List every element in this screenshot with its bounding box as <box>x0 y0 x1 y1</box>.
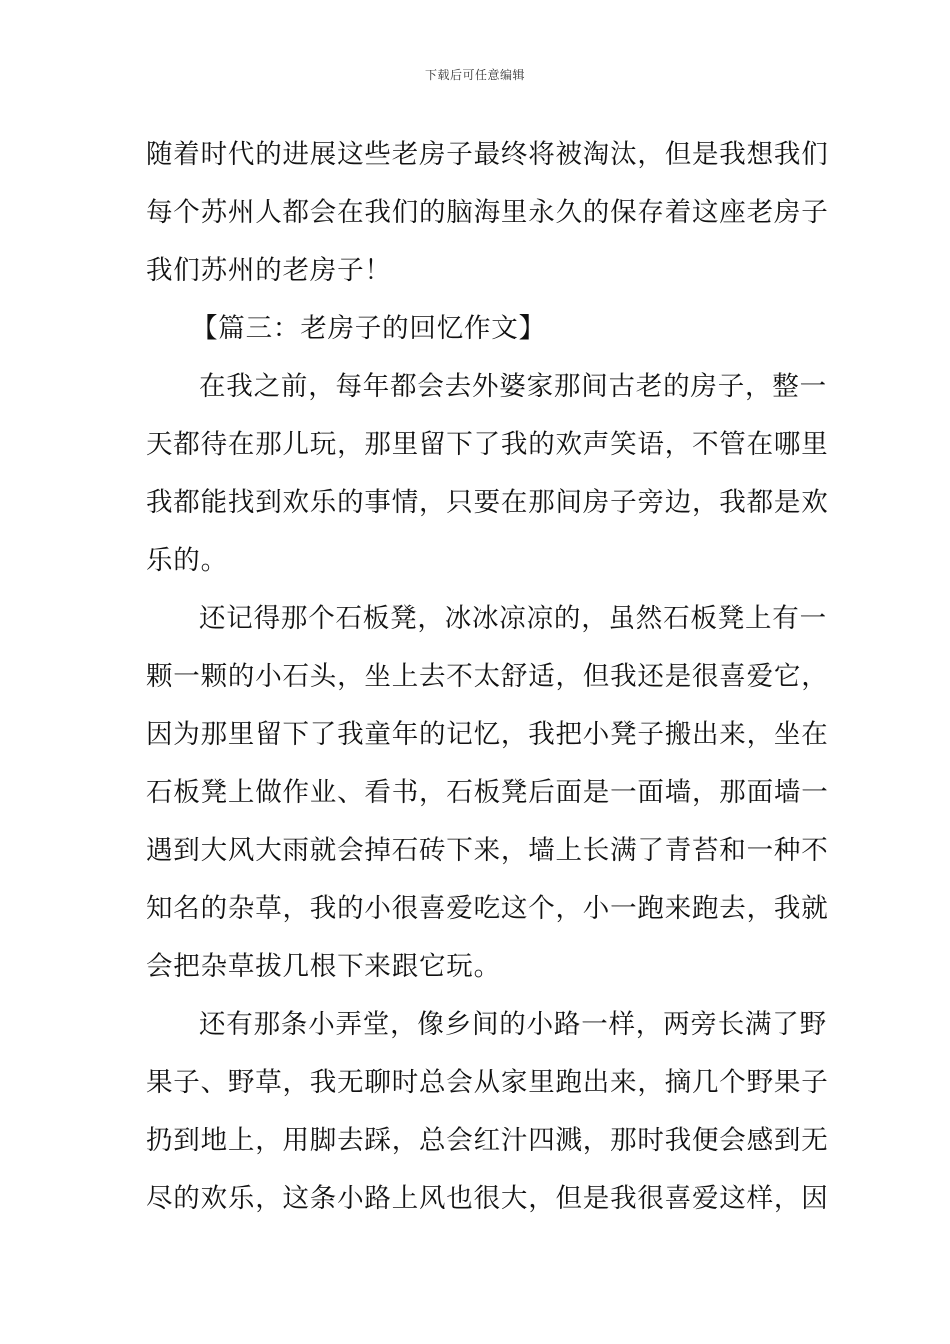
section-heading: 【篇三：老房子的回忆作文】 <box>191 313 546 344</box>
text-line: 遇到大风大雨就会掉石砖下来，墙上长满了青苔和一种不 <box>146 835 829 866</box>
text-line: 知名的杂草，我的小很喜爱吃这个，小一跑来跑去，我就 <box>146 893 829 924</box>
text-line: 果子、野草，我无聊时总会从家里跑出来，摘几个野果子 <box>146 1067 829 1098</box>
text-line: 天都待在那儿玩，那里留下了我的欢声笑语，不管在哪里 <box>146 429 829 460</box>
document-body <box>146 126 829 1228</box>
text-line: 还记得那个石板凳，冰冰凉凉的，虽然石板凳上有一 <box>199 603 827 634</box>
text-line: 我们苏州的老房子！ <box>146 255 392 286</box>
page-header: 下载后可任意编辑 <box>424 68 525 82</box>
text-line: 颗一颗的小石头，坐上去不太舒适，但我还是很喜爱它， <box>146 661 829 692</box>
text-line: 会把杂草拔几根下来跟它玩。 <box>146 951 501 982</box>
text-line: 石板凳上做作业、看书，石板凳后面是一面墙，那面墙一 <box>146 777 829 808</box>
text-line: 我都能找到欢乐的事情，只要在那间房子旁边，我都是欢 <box>146 487 829 518</box>
text-line: 每个苏州人都会在我们的脑海里永久的保存着这座老房子 <box>146 197 829 228</box>
text-line: 随着时代的进展这些老房子最终将被淘汰，但是我想我们 <box>146 139 829 170</box>
text-line: 在我之前，每年都会去外婆家那间古老的房子，整一 <box>199 371 827 402</box>
text-line: 乐的。 <box>146 545 228 576</box>
text-line: 尽的欢乐，这条小路上风也很大，但是我很喜爱这样，因 <box>146 1183 829 1214</box>
text-line: 还有那条小弄堂，像乡间的小路一样，两旁长满了野 <box>199 1009 827 1040</box>
text-line: 扔到地上，用脚去踩，总会红汁四溅，那时我便会感到无 <box>146 1125 829 1156</box>
text-line: 因为那里留下了我童年的记忆，我把小凳子搬出来，坐在 <box>146 719 829 750</box>
